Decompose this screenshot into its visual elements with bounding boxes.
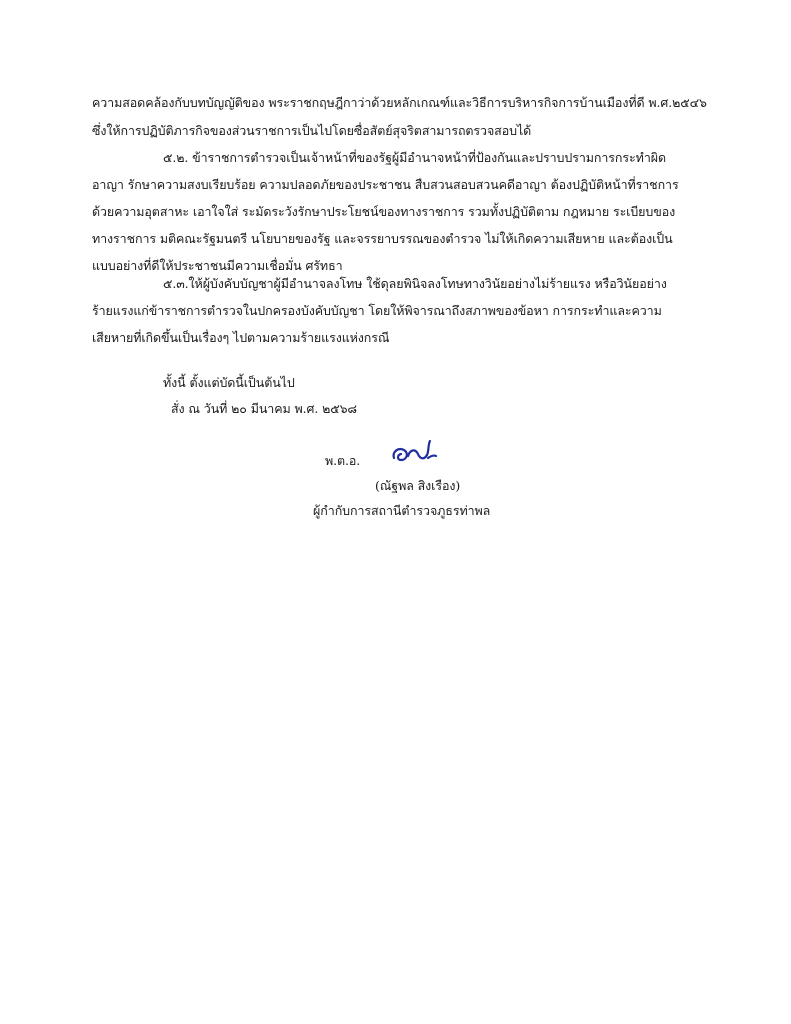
signer-name: (ณัฐพล สิงเรือง) — [375, 478, 461, 493]
effective-statement: ทั้งนี้ ตั้งแต่บัดนี้เป็นต้นไป — [163, 375, 295, 390]
item-5-3-heading-line: ๕.๓.ให้ผู้บังคับบัญชาผู้มีอำนาจลงโทษ ใช้ดุลยพินิจลงโทษทางวินัยอย่างไม่ร้ายแรง หรือวินัยอย่าง — [163, 276, 667, 291]
paragraph-line: แบบอย่างที่ดีให้ประชาชนมีความเชื่อมั่น ศรัทธา — [92, 258, 343, 273]
order-date: สั่ง ณ วันที่ ๒๐ มีนาคม พ.ศ. ๒๕๖๘ — [171, 401, 357, 416]
signer-position: ผู้กำกับการสถานีตำรวจภูธรท่าพล — [313, 503, 491, 518]
paragraph-line: ความสอดคล้องกับบทบัญญัติของ พระราชกฤษฎีกาว่าด้วยหลักเกณฑ์และวิธีการบริหารกิจการบ้านเมืองที่ดี พ.ศ.๒๕๔๖ — [92, 95, 707, 110]
paragraph-line: ร้ายแรงแก่ข้าราชการตำรวจในปกครองบังคับบัญชา โดยให้พิจารณาถึงสภาพของข้อหา การกระทำและความ — [92, 303, 662, 318]
signer-rank: พ.ต.อ. — [325, 453, 361, 468]
paragraph-line: เสียหายที่เกิดขึ้นเป็นเรื่องๆ ไปตามความร้ายแรงแห่งกรณี — [92, 330, 390, 345]
handwritten-signature — [388, 438, 438, 468]
paragraph-line: อาญา รักษาความสงบเรียบร้อย ความปลอดภัยของประชาชน สืบสวนสอบสวนคดีอาญา ต้องปฏิบัติหน้าที่ราชการ — [92, 177, 679, 192]
paragraph-line: ทางราชการ มติคณะรัฐมนตรี นโยบายของรัฐ และจรรยาบรรณของตำรวจ ไม่ให้เกิดความเสียหาย และต้องเป็น — [92, 231, 673, 246]
item-5-2-heading-line: ๕.๒. ข้าราชการตำรวจเป็นเจ้าหน้าที่ของรัฐผู้มีอำนาจหน้าที่ป้องกันและปราบปรามการกระทำผิด — [163, 150, 666, 165]
paragraph-line: ด้วยความอุตสาหะ เอาใจใส่ ระมัดระวังรักษาประโยชน์ของทางราชการ รวมทั้งปฏิบัติตาม กฎหมาย ระเบียบของ — [92, 204, 676, 219]
paragraph-line: ซึ่งให้การปฏิบัติภารกิจของส่วนราชการเป็นไปโดยซื่อสัตย์สุจริตสามารถตรวจสอบได้ — [92, 123, 532, 138]
